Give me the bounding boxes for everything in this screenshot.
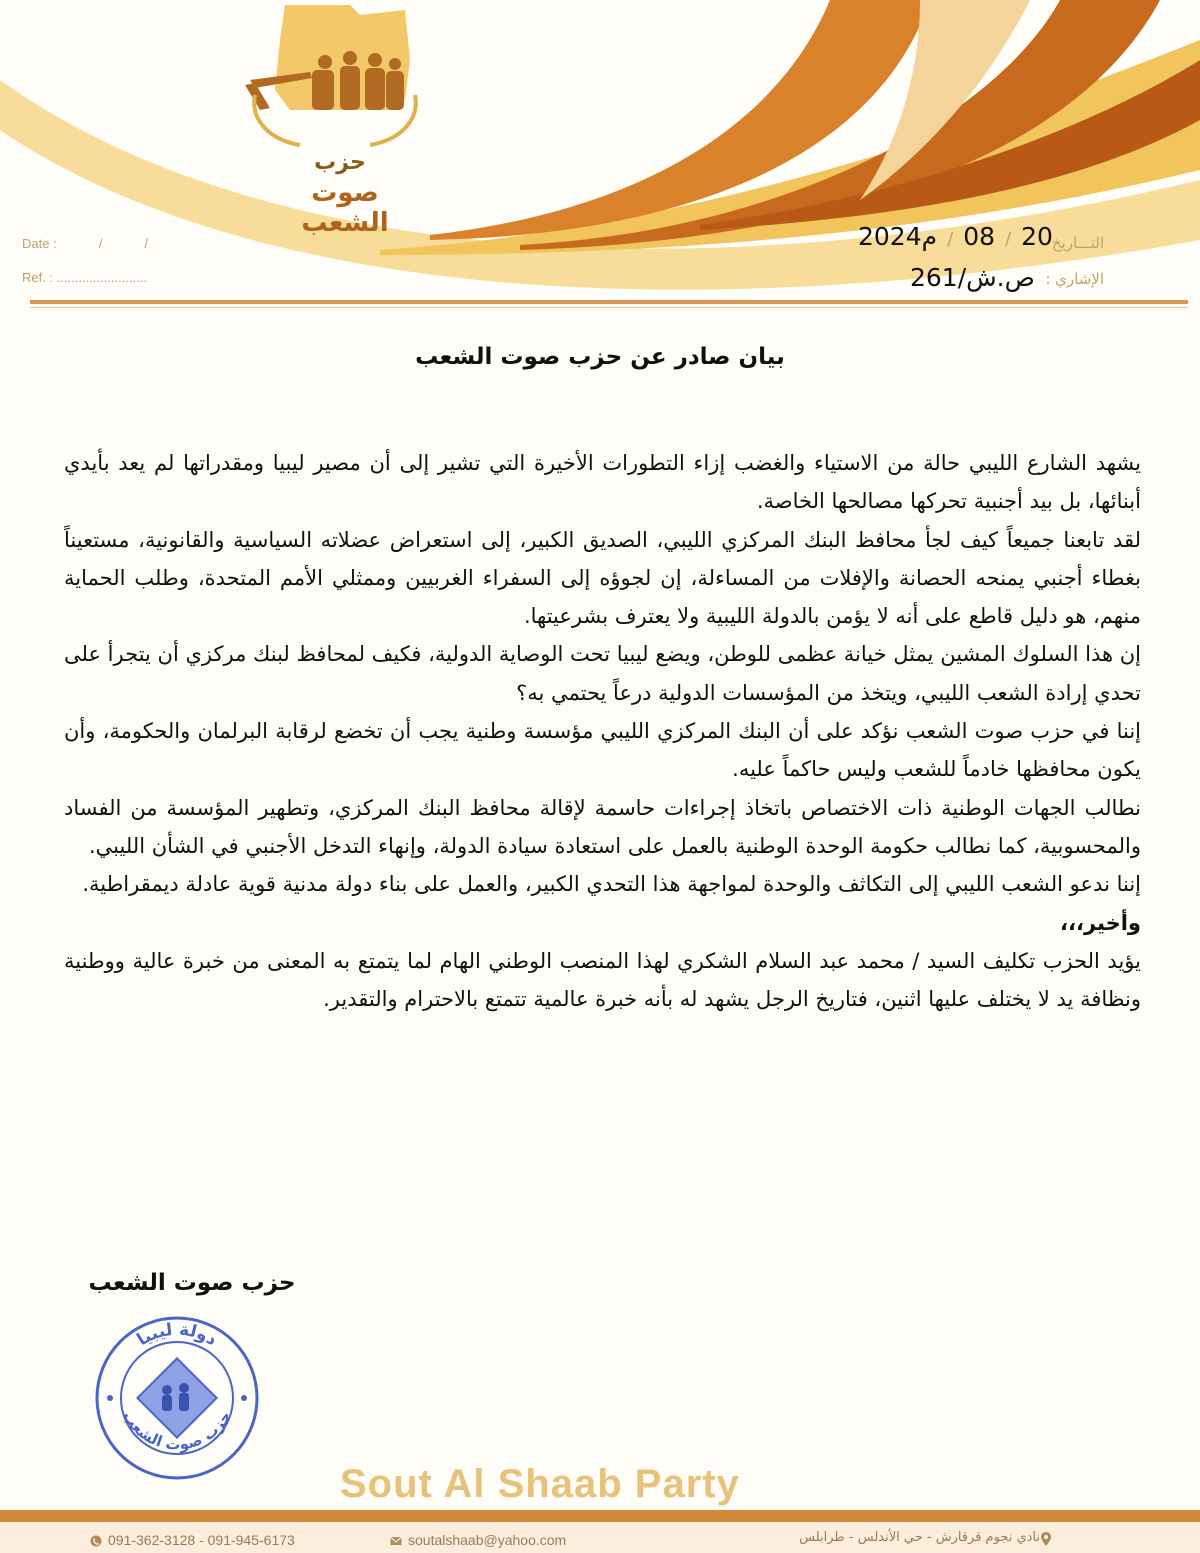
location-pin-icon [1040, 1532, 1052, 1546]
ref-label-en: Ref. : ......................... [22, 270, 147, 285]
svg-text:حزب صوت الشعب: حزب صوت الشعب [118, 1407, 235, 1454]
date-label-ar: التـــاريخ [1051, 234, 1104, 252]
date-label-en: Date : / / [22, 236, 148, 251]
logo-party-name-line2: صوت الشعب [301, 178, 389, 238]
statement-body [64, 444, 1141, 1018]
paragraph: يشهد الشارع الليبي حالة من الاستياء والغضب إزاء التطورات الأخيرة التي تشير إلى أن مصير ليبيا ومقدراتها لم يعد بأيدي أبنائها، بل بيد أجنبية تحركها مصالحها الخاصة. [64, 451, 1141, 514]
mail-icon [390, 1535, 402, 1547]
reference-number: ص.ش/261 [910, 263, 1035, 292]
footer-email: soutalshaab@yahoo.com [390, 1532, 566, 1548]
document-date: 2024م / 08 / 20 [858, 222, 1053, 251]
party-stamp [92, 1312, 262, 1484]
party-name-english: Sout Al Shaab Party [340, 1462, 740, 1506]
ref-label-ar: الإشاري : [1045, 270, 1104, 288]
phone-icon [90, 1535, 102, 1547]
letterhead-waves [0, 0, 1200, 300]
people-silhouettes [245, 51, 404, 110]
footer-bar [0, 1510, 1200, 1522]
paragraph: إن هذا السلوك المشين يمثل خيانة عظمى للوطن، ويضع ليبيا تحت الوصاية الدولية، فكيف لمحافظ لبنك مركزي أن يتجرأ على تحدي إرادة الشعب الليبي، ويتخذ من المؤسسات الدولية درعاً يحتمي به؟ [64, 642, 1141, 705]
date-year: 2024م [858, 222, 938, 251]
footer-phone: 091-362-3128 - 091-945-6173 [90, 1532, 295, 1548]
header-divider-thin [30, 307, 1188, 308]
paragraph: لقد تابعنا جميعاً كيف لجأ محافظ البنك المركزي الليبي، الصديق الكبير، إلى استعراض عضلاته السياسية والقانونية، مستعيناً بغطاء أجنبي يمنحه الحصانة والإفلات من المساءلة، إن لجوؤه إلى السفراء الغربيين وممثلي الأمم المتحدة، وطلب الحماية منهم، هو دليل قاطع على أنه لا يؤمن بالدولة الليبية ولا يعترف بشرعيتها. [64, 527, 1141, 629]
paragraph: إننا ندعو الشعب الليبي إلى التكاثف والوحدة لمواجهة هذا التحدي الكبير، والعمل على بناء دولة مدنية قوية عادلة ديمقراطية. [82, 872, 1141, 897]
date-month: 08 [963, 222, 995, 251]
footer-address: نادي نجوم قرقارش - حي الأندلس - طرابلس [799, 1530, 1040, 1545]
signature-name: حزب صوت الشعب [88, 1270, 296, 1296]
statement-title: بيان صادر عن حزب صوت الشعب [415, 344, 785, 370]
header-divider [30, 300, 1188, 304]
svg-text:دولة ليبيا: دولة ليبيا [133, 1319, 221, 1351]
closing-heading: وأخير،،، [1060, 910, 1141, 935]
closing-paragraph: يؤيد الحزب تكليف السيد / محمد عبد السلام الشكري لهذا المنصب الوطني الهام لما يتمتع به المعنى من خبرة عالية ووطنية ونظافة يد لا يختلف عليها اثنين، فتاريخ الرجل يشهد له بأنه خبرة عالمية تتمتع بالاحترام والتقدير. [64, 948, 1141, 1012]
date-day: 20 [1021, 222, 1053, 251]
logo-party-name-line1: حزب [314, 150, 366, 175]
paragraph: إننا في حزب صوت الشعب نؤكد على أن البنك المركزي الليبي مؤسسة وطنية يجب أن تخضع لرقابة البرلمان والحكومة، وأن يكون محافظها خادماً للشعب وليس حاكماً عليه. [64, 719, 1141, 782]
paragraph: نطالب الجهات الوطنية ذات الاختصاص باتخاذ إجراءات حاسمة لإقالة محافظ البنك المركزي، وتطهير المؤسسة من الفساد والمحسوبية، كما نطالب حكومة الوحدة الوطنية بالعمل على استعادة سيادة الدولة، وإنهاء التدخل الأجنبي في الشأن الليبي. [64, 795, 1141, 858]
